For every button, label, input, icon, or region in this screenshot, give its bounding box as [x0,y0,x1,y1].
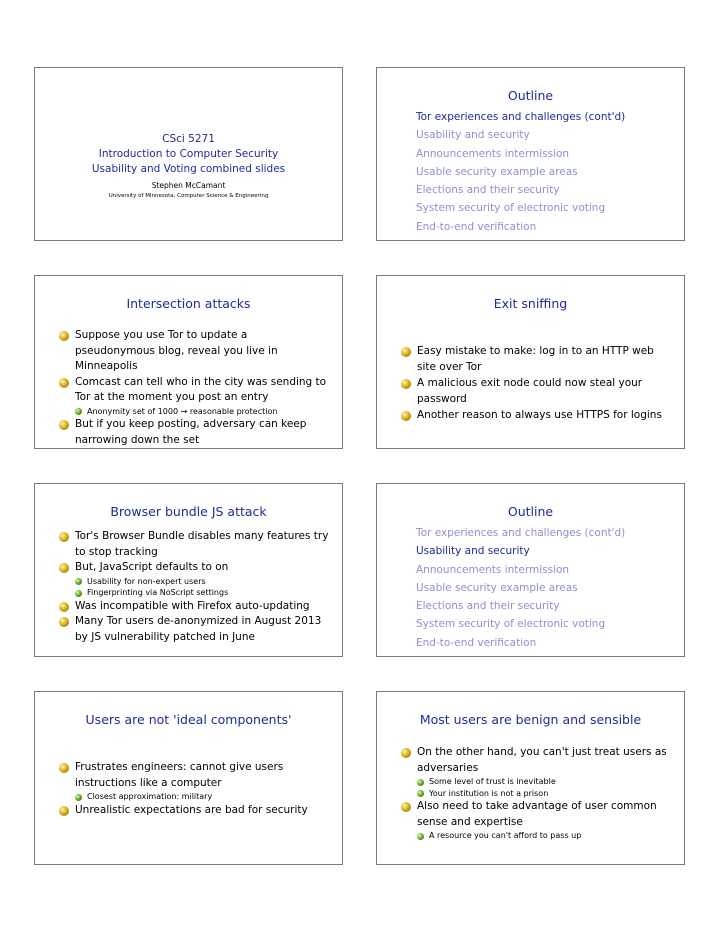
slide-heading: Exit sniffing [493,296,568,311]
bullet: Also need to take advantage of user common sense and expertise [401,799,672,830]
sub-bullet-icon [417,790,424,797]
sub-bullet: Fingerprinting via NoScript settings [59,587,330,599]
slide-heading: Outline [507,504,554,519]
outline-item: End-to-end verification [416,220,537,233]
slide-outline-2 [376,483,685,657]
bullet-icon [59,532,69,542]
bullet: Many Tor users de-anonymized in August 2013 by JS vulnerability patched in June [59,614,330,645]
bullet: Comcast can tell who in the city was sending to Tor at the moment you post an entry [59,375,330,406]
slide-heading: Users are not 'ideal components' [85,712,292,727]
bullet-icon [401,379,411,389]
sub-bullet-icon [75,578,82,585]
sub-bullet-icon [75,590,82,597]
bullet: Frustrates engineers: cannot give users instructions like a computer [59,760,330,791]
slide-users-benign [376,691,685,865]
bullet: But, JavaScript defaults to on [59,560,330,576]
slide-browser-bundle-js-attack [34,483,343,657]
slide-outline-1 [376,67,685,241]
outline-item: Tor experiences and challenges (cont'd) [416,111,626,123]
bullet-list [59,529,330,645]
author: Stephen McCamant [151,181,226,190]
course-number: CSci 5271 [162,133,215,145]
outline-item: System security of electronic voting [416,202,606,215]
bullet: Tor's Browser Bundle disables many features try to stop tracking [59,529,330,560]
bullet-icon [401,802,411,812]
bullet-icon [401,411,411,421]
sub-bullet: Some level of trust is inevitable [401,776,672,788]
outline-item: Elections and their security [416,600,560,613]
outline-item: Elections and their security [416,184,560,197]
bullet-icon [59,331,69,341]
outline-item: Usable security example areas [416,165,578,178]
slide-heading: Most users are benign and sensible [419,712,642,727]
outline-item: System security of electronic voting [416,618,606,631]
bullet: On the other hand, you can't just treat users as adversaries [401,745,672,776]
sub-bullet-icon [75,408,82,415]
course-name: Introduction to Computer Security [98,148,279,160]
bullet-icon [401,748,411,758]
bullet: Was incompatible with Firefox auto-updating [59,599,330,615]
slide-title [34,67,343,241]
sub-bullet-icon [75,794,82,801]
bullet-list [401,745,672,842]
outline-item: End-to-end verification [416,636,537,649]
sub-bullet-icon [417,779,424,786]
bullet-icon [59,617,69,627]
sub-bullet-icon [417,833,424,840]
bullet-icon [59,602,69,612]
bullet-icon [59,378,69,388]
outline-item: Usability and security [416,545,530,558]
slide-users-not-ideal [34,691,343,865]
outline-list [416,108,625,236]
sub-bullet: Usability for non-expert users [59,576,330,588]
bullet-icon [59,420,69,430]
outline-item: Announcements intermission [416,563,570,576]
outline-item: Usable security example areas [416,581,578,594]
bullet: But if you keep posting, adversary can keep narrowing down the set [59,417,330,448]
bullet: Easy mistake to make: log in to an HTTP web site over Tor [401,344,672,375]
slide-exit-sniffing [376,275,685,449]
sub-bullet: Closest approximation: military [59,791,330,803]
bullet: Suppose you use Tor to update a pseudonymous blog, reveal you live in Minneapolis [59,328,330,375]
bullet-list [59,328,330,448]
bullet: Another reason to always use HTTPS for logins [401,408,672,424]
outline-list [416,524,625,652]
bullet-icon [59,763,69,773]
sub-bullet: Your institution is not a prison [401,788,672,800]
affiliation: University of Minnesota, Computer Science & Engineering [108,193,269,199]
bullet-icon [59,563,69,573]
bullet: A malicious exit node could now steal your password [401,376,672,407]
outline-item: Usability and security [416,129,530,142]
bullet-icon [401,347,411,357]
outline-item: Announcements intermission [416,147,570,160]
slide-intersection-attacks [34,275,343,449]
bullet-list [59,760,330,818]
bullet: Unrealistic expectations are bad for security [59,803,330,819]
deck-subtitle: Usability and Voting combined slides [91,163,286,175]
slide-heading: Intersection attacks [126,296,251,311]
slide-heading: Browser bundle JS attack [110,504,267,519]
bullet-icon [59,806,69,816]
outline-item: Tor experiences and challenges (cont'd) [416,527,626,539]
slide-heading: Outline [507,88,554,103]
bullet-list [401,344,672,424]
sub-bullet: A resource you can't afford to pass up [401,830,672,842]
sub-bullet: Anonymity set of 1000 → reasonable protection [59,406,330,418]
